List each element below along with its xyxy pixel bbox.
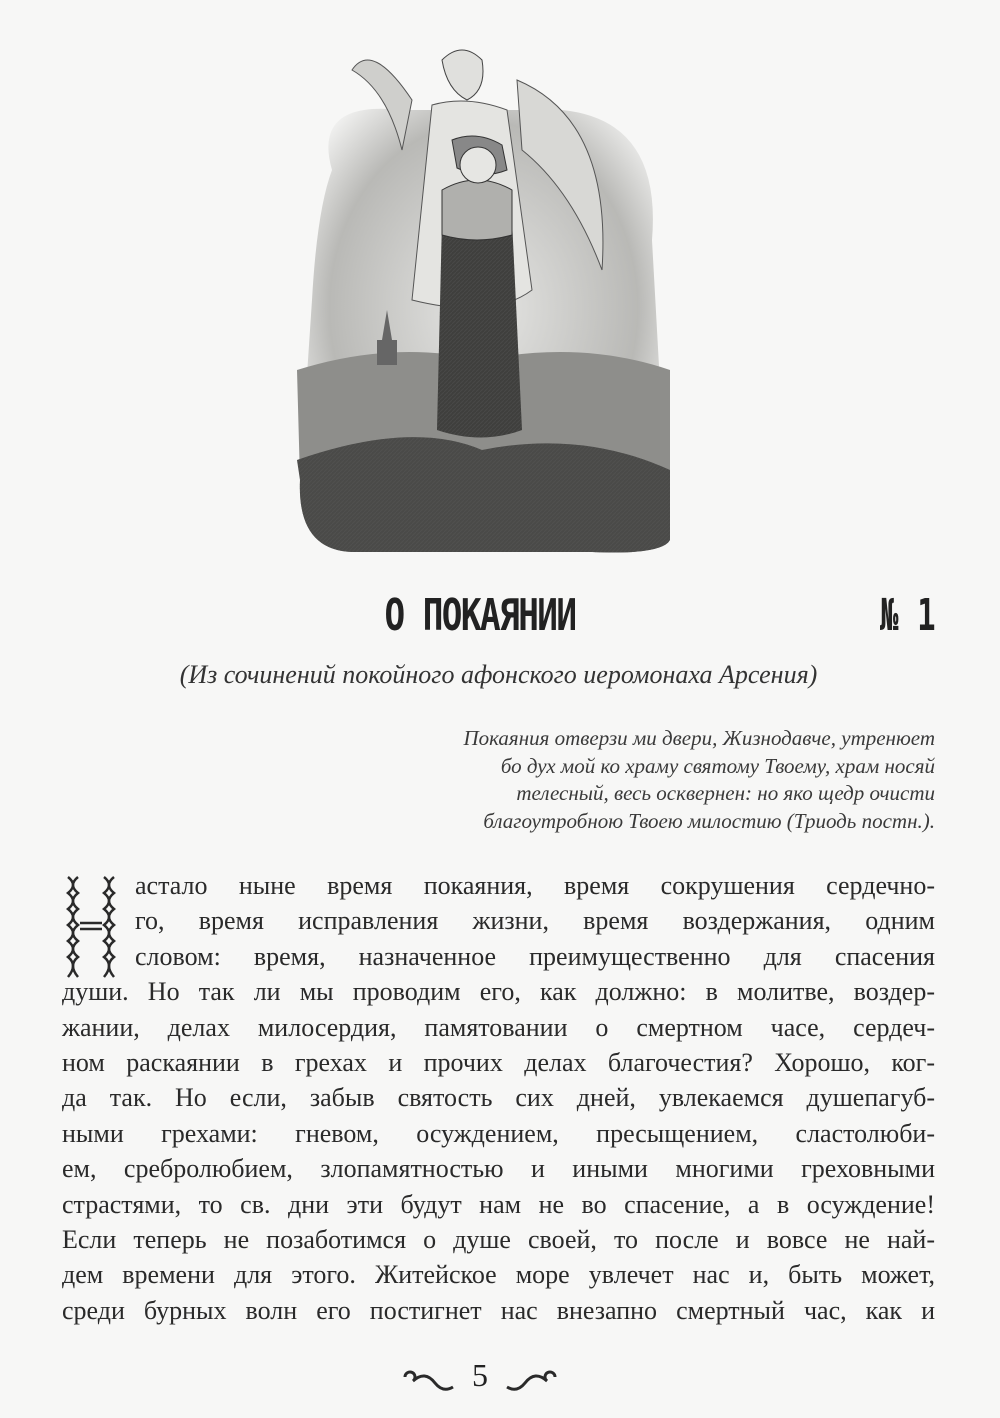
body-line: ном раскаянии в грехах и прочих делах благочестия? Хорошо, ког- bbox=[62, 1047, 935, 1077]
chapter-subtitle: (Из сочинений покойного афонского иеромонаха Арсения) bbox=[179, 660, 818, 689]
body-line: астало ныне время покаяния, время сокрушения сердечно- bbox=[135, 871, 935, 900]
body-line: жании, делах милосердия, памятовании о смертном часе, сердеч- bbox=[62, 1012, 935, 1042]
body-line: дем времени для этого. Житейское море увлечет нас и, быть может, bbox=[62, 1260, 935, 1290]
right-flourish-icon bbox=[505, 1365, 565, 1395]
body-line: словом: время, назначенное преимущественно для спасения bbox=[135, 941, 935, 971]
body-text bbox=[62, 868, 935, 1328]
page-number: 5 bbox=[472, 1357, 488, 1393]
body-line: среди бурных волн его постигнет нас внезапно смертный час, как и bbox=[62, 1295, 935, 1325]
body-line: да так. Но если, забыв святость сих дней, увлекаемся душепагуб- bbox=[62, 1083, 935, 1113]
epigraph-line: благоутробною Твоею милостию (Триодь постн.). bbox=[483, 808, 935, 833]
angel-engraving-illustration bbox=[292, 40, 672, 565]
body-line: Если теперь не позаботимся о душе своей, то после и вовсе не най- bbox=[62, 1224, 935, 1254]
epigraph-line: Покаяния отверзи ми двери, Жизнодавче, утренюет bbox=[463, 726, 935, 750]
body-line: страстями, то св. дни эти будут нам не во спасение, а в осуждение! bbox=[62, 1189, 935, 1219]
chapter-title: О ПОКАЯНИИ bbox=[384, 590, 576, 641]
page-footer bbox=[380, 1355, 580, 1405]
epigraph-line: телесный, весь осквернен: но яко щедр очисти bbox=[516, 781, 935, 805]
body-line: го, время исправления жизни, время воздержания, одним bbox=[135, 906, 935, 936]
body-line: ем, сребролюбием, злопамятностью и иными многими греховными bbox=[62, 1154, 935, 1184]
body-line: ными грехами: гневом, осуждением, пресыщением, сластолюби- bbox=[62, 1118, 935, 1148]
epigraph-line: бо дух мой ко храму святому Твоему, храм носяй bbox=[500, 753, 935, 778]
epigraph bbox=[300, 725, 935, 835]
chapter-number: № 1 bbox=[880, 590, 936, 641]
body-line: души. Но так ли мы проводим его, как должно: в молитве, воздер- bbox=[62, 977, 935, 1007]
